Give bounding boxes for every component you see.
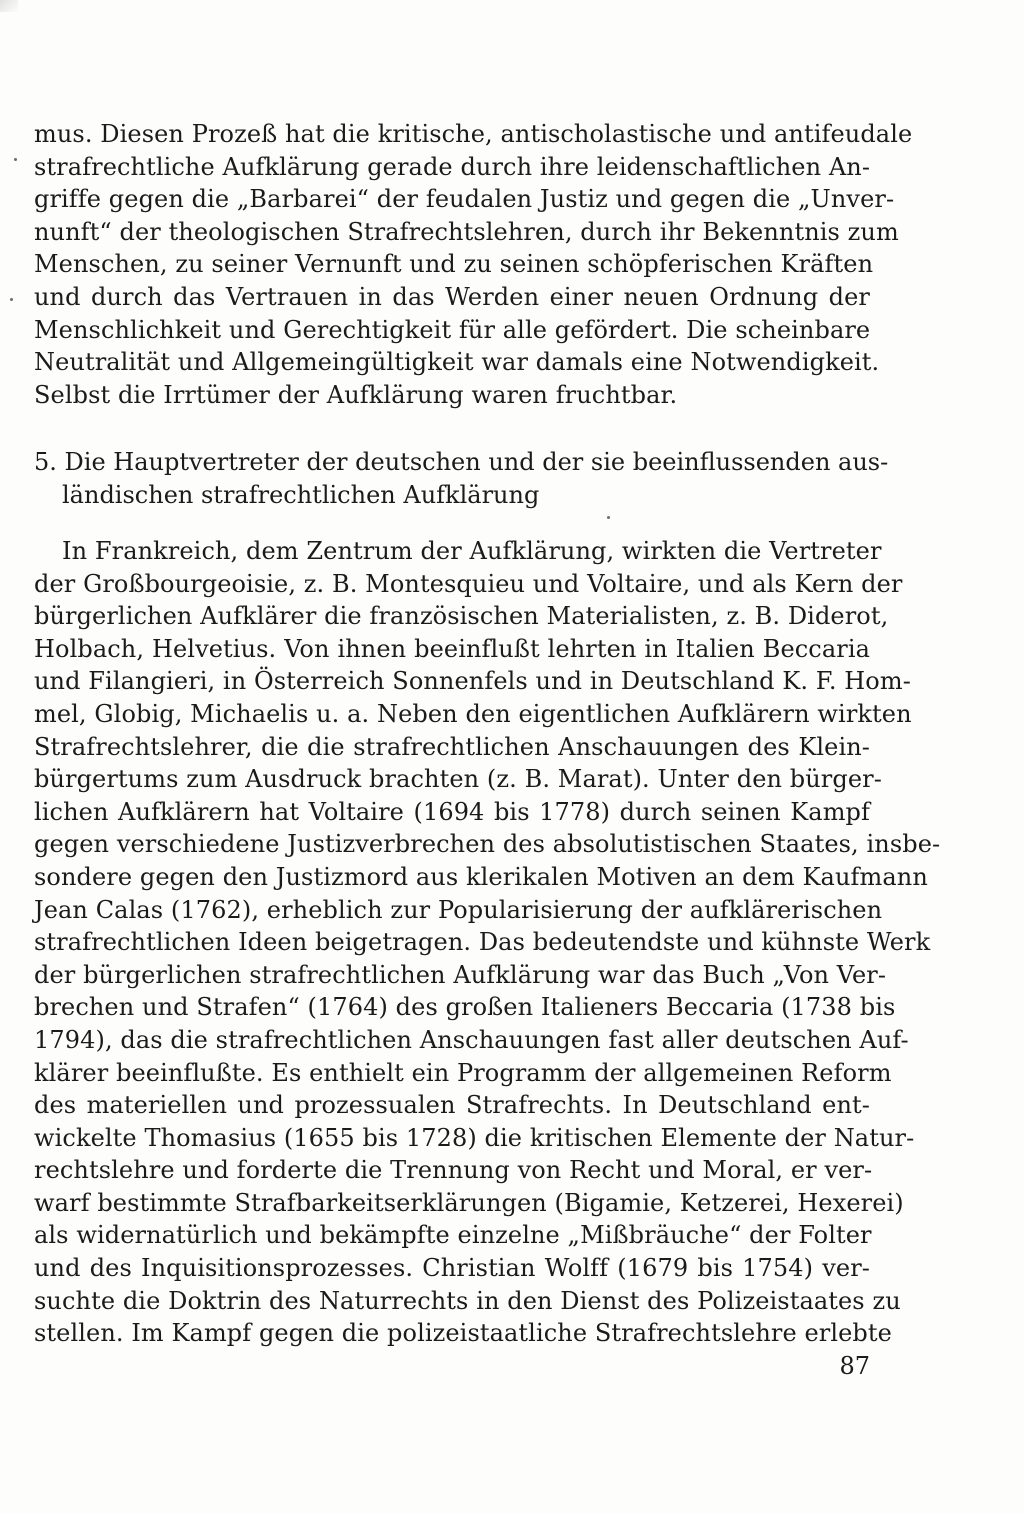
section-heading-line-2: ländischen strafrechtlichen Aufklärung [62, 481, 540, 509]
paragraph-2-line: als widernatürlich und bekämpfte einzelne „Mißbräuche“ der Folter [34, 1221, 872, 1250]
paragraph-1-line: Menschlichkeit und Gerechtigkeit für alle gefördert. Die scheinbare [34, 315, 871, 344]
paragraph-1-line: mus. Diesen Prozeß hat die kritische, antischolastische und antifeudale [34, 120, 913, 148]
paragraph-2-line: suchte die Doktrin des Naturrechts in den Dienst des Polizeistaates zu [34, 1286, 901, 1315]
paragraph-2-line: strafrechtlichen Ideen beigetragen. Das bedeutendste und kühnste Werk [34, 928, 931, 957]
paragraph-2 [34, 535, 941, 1350]
paragraph-1-last-line: Selbst die Irrtümer der Aufklärung waren fruchtbar. [34, 380, 678, 409]
paragraph-2-line: der Großbourgeoisie, z. B. Montesquieu und Voltaire, und als Kern der [34, 569, 903, 598]
paragraph-2-line: und des Inquisitionsprozesses. Christian Wolff (1679 bis 1754) ver- [34, 1254, 870, 1283]
paragraph-2-first-line: In Frankreich, dem Zentrum der Aufklärung, wirkten die Vertreter [62, 537, 882, 565]
paragraph-1-line: nunft“ der theologischen Strafrechtslehren, durch ihr Bekenntnis zum [34, 217, 899, 246]
paragraph-2-line: bürgerlichen Aufklärer die französischen Materialisten, z. B. Diderot, [34, 602, 889, 631]
paragraph-2-line: des materiellen und prozessualen Strafrechts. In Deutschland ent- [34, 1091, 870, 1120]
paragraph-2-line: der bürgerlichen strafrechtlichen Aufklärung war das Buch „Von Ver- [34, 960, 887, 989]
scan-speck [14, 158, 17, 161]
scan-speck [607, 516, 610, 519]
paragraph-2-line: brechen und Strafen“ (1764) des großen Italieners Beccaria (1738 bis [34, 993, 896, 1022]
page-number: 87 [839, 1352, 870, 1380]
paragraph-2-line: wickelte Thomasius (1655 bis 1728) die kritischen Elemente der Natur- [34, 1123, 915, 1152]
paragraph-2-line: mel, Globig, Michaelis u. a. Neben den eigentlichen Aufklärern wirkten [34, 699, 912, 728]
paragraph-1-line: Menschen, zu seiner Vernunft und zu seinen schöpferischen Kräften [34, 250, 874, 279]
paragraph-1 [34, 118, 913, 411]
section-heading [34, 446, 889, 512]
page-corner-mark [0, 0, 18, 12]
paragraph-2-line: Holbach, Helvetius. Von ihnen beeinflußt lehrten in Italien Beccaria [34, 634, 870, 663]
paragraph-2-line: Strafrechtslehrer, die die strafrechtlichen Anschauungen des Klein- [34, 732, 870, 761]
paragraph-2-line: rechtslehre und forderte die Trennung von Recht und Moral, er ver- [34, 1156, 873, 1185]
paragraph-2-line: 1794), das die strafrechtlichen Anschauungen fast aller deutschen Auf- [34, 1025, 909, 1054]
paragraph-2-line: warf bestimmte Strafbarkeitserklärungen (Bigamie, Ketzerei, Hexerei) [34, 1188, 904, 1217]
paragraph-1-line: und durch das Vertrauen in das Werden einer neuen Ordnung der [34, 282, 870, 311]
paragraph-2-line: und Filangieri, in Österreich Sonnenfels und in Deutschland K. F. Hom- [34, 667, 911, 696]
paragraph-1-line: strafrechtliche Aufklärung gerade durch ihre leidenschaftlichen An- [34, 152, 871, 181]
paragraph-2-line: sondere gegen den Justizmord aus klerikalen Motiven an dem Kaufmann [34, 862, 928, 891]
paragraph-1-line: griffe gegen die „Barbarei“ der feudalen Justiz und gegen die „Unver- [34, 185, 895, 214]
paragraph-1-line: Neutralität und Allgemeingültigkeit war damals eine Notwendigkeit. [34, 348, 880, 377]
paragraph-2-line: lichen Aufklärern hat Voltaire (1694 bis 1778) durch seinen Kampf [34, 797, 870, 826]
paragraph-2-line: Jean Calas (1762), erheblich zur Popularisierung der aufklärerischen [34, 895, 883, 924]
section-heading-line-1: 5. Die Hauptvertreter der deutschen und der sie beeinflussenden aus- [34, 448, 889, 476]
paragraph-2-line: klärer beeinflußte. Es enthielt ein Programm der allgemeinen Reform [34, 1058, 892, 1087]
paragraph-2-line: gegen verschiedene Justizverbrechen des absolutistischen Staates, insbe- [34, 830, 941, 859]
scan-speck [10, 298, 13, 301]
paragraph-2-line: stellen. Im Kampf gegen die polizeistaatliche Strafrechtslehre erlebte [34, 1319, 892, 1348]
paragraph-2-line: bürgertums zum Ausdruck brachten (z. B. Marat). Unter den bürger- [34, 765, 882, 794]
